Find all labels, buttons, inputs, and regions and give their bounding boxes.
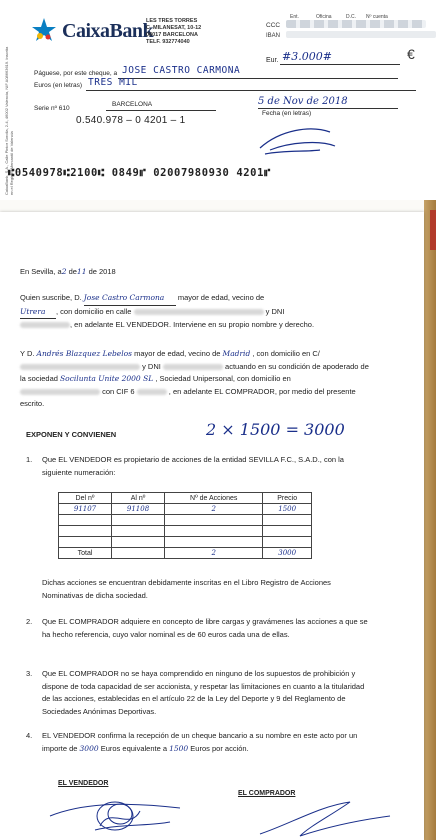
seller-dni-redacted <box>20 322 70 328</box>
exponen-heading: EXPONEN Y CONVIENEN <box>26 430 117 439</box>
col-del: Del nº <box>59 493 112 504</box>
words-line <box>86 90 416 91</box>
table-row <box>59 537 312 548</box>
item-1-number: 1. <box>26 455 33 464</box>
seller-paragraph: Quien suscribe, D. Jose Castro Carmona mayor de edad, vecino de Utrera , con domicilio en calle y DNI , en adelante EL VENDEDOR. Interviene en su propio nombre y derecho. <box>20 293 315 329</box>
account-header-dc: D.C. <box>346 14 356 20</box>
caixabank-star-icon <box>30 16 58 44</box>
account-number-redacted <box>286 20 426 28</box>
cheque-city: BARCELONA <box>112 101 153 108</box>
seller-city: Utrera <box>20 306 56 320</box>
cheque <box>0 0 436 200</box>
company-address-redacted <box>20 389 100 395</box>
iban-label: IBAN <box>266 33 281 39</box>
item-4-number: 4. <box>26 731 33 740</box>
amount-words: TRES MIL <box>88 77 138 88</box>
ccc-label: CCC <box>266 22 281 29</box>
col-al: Al nº <box>112 493 165 504</box>
cheque-legal-text: CaixaBank, S.A., Calle Pintor Sorolla, 2-4, 46002 Valencia, NIF A08663619. Inscrita en el Registro Mercantil de Valencia <box>4 46 14 195</box>
eur-amount: #3.000# <box>282 50 332 63</box>
item-1-text: Que EL VENDEDOR es propietario de acciones de la entidad SEVILLA F.C., S.A.D., con la siguiente numeración: <box>42 455 344 477</box>
words-label: Euros (en letras) <box>34 82 83 89</box>
micr-line: ⑆0540978⑆2100⑆ 0849⑈ 02007980930 4201⑈ <box>8 167 271 179</box>
cif-redacted <box>137 389 167 395</box>
shares-table <box>58 492 312 559</box>
item-4-text: EL VENDEDOR confirma la recepción de un cheque bancario a su nombre en este acto por un importe de 3000 Euros equivalente a 1500 Euros por acción. <box>42 731 358 753</box>
iban-redacted <box>286 31 436 38</box>
account-header-ent: Ent. <box>290 14 299 20</box>
item-3-text: Que EL COMPRADOR no se haya comprendido en ninguno de los supuestos de prohibición y dispone de toda capacidad de ser accionista, y respetar las limitaciones en cuanto a la titularidad de las acciones, establecidas en el artículo 22 de la Ley del Deporte y 9 del Reglamento de Sociedades Anónimas Deportivas. <box>42 669 365 716</box>
eur-line <box>280 64 400 65</box>
euro-sign: € <box>407 46 415 62</box>
item-3-number: 3. <box>26 669 33 678</box>
serie-label: Serie nº 610 <box>34 105 70 112</box>
table-row: 91107 91108 2 1500 <box>59 504 312 515</box>
buyer-paragraph: Y D. Andrés Blazquez Lebelos mayor de edad, vecino de Madrid , con domicilio en C/ y DNI actuando en su condición de apoderado de la sociedad Socilunta Unite 2000 SL , Sociedad Unipersonal, con domicilio en con CIF 6 , en adelante EL COMPRADOR, por medio del presente escrito. <box>20 349 369 408</box>
buyer-dni-redacted <box>163 364 223 370</box>
calculation-note: 2 × 1500 = 3000 <box>206 420 345 439</box>
pay-label: Páguese, por este cheque, a <box>34 70 118 77</box>
eur-label: Eur. <box>266 57 279 64</box>
company-name: Socilunta Unite 2000 SL <box>60 374 154 383</box>
seller-name: Jose Castro Carmona <box>84 292 176 306</box>
table-row <box>59 526 312 537</box>
col-precio: Precio <box>263 493 312 504</box>
date-label: Fecha (en letras) <box>262 110 312 117</box>
payee-name: JOSE CASTRO CARMONA <box>122 65 241 76</box>
table-header-row <box>59 493 312 504</box>
bank-address: LES TRES TORRES C. MILANESAT, 10-12 08017 BARCELONA TELF. 932774040 <box>146 18 202 45</box>
cheque-date: 5 de Nov de 2018 <box>258 96 348 107</box>
city-line <box>106 110 216 111</box>
bank-name: CaixaBank <box>62 20 154 42</box>
item-2-text: Que EL COMPRADOR adquiere en concepto de libre cargas y gravámenes las acciones a que se ha hecho referencia, cuyo valor nominal es de 60 euros cada una de ellas. <box>42 617 368 639</box>
item-2-number: 2. <box>26 617 33 626</box>
date-line <box>258 108 398 109</box>
cheque-signature-icon <box>250 120 340 160</box>
background-edge <box>424 200 436 840</box>
buyer-city: Madrid <box>222 349 251 358</box>
place-date: En Sevilla, a2 de11 de 2018 <box>20 267 116 276</box>
seller-address-redacted <box>134 309 264 315</box>
comprador-signature-icon <box>250 796 400 840</box>
serie-number: 0.540.978 – 0 4201 – 1 <box>76 115 186 126</box>
buyer-address-redacted <box>20 364 140 370</box>
contract-page <box>0 212 424 840</box>
vendedor-signature-icon <box>40 786 190 836</box>
table-row <box>59 515 312 526</box>
account-header-cuenta: Nº cuenta <box>366 14 388 20</box>
account-header-oficina: Oficina <box>316 14 332 20</box>
comprador-label: EL COMPRADOR <box>238 790 296 797</box>
col-acciones: Nº de Acciones <box>165 493 263 504</box>
background-red-mark <box>430 210 436 250</box>
table-total-row: Total 2 3000 <box>59 548 312 559</box>
buyer-name: Andrés Blazquez Lebelos <box>36 349 133 358</box>
payee-line <box>118 78 398 79</box>
item-1-note: Dichas acciones se encuentran debidamente inscritas en el Libro Registro de Acciones Nominativas de dicha sociedad. <box>42 578 331 600</box>
vendedor-label: EL VENDEDOR <box>58 780 109 787</box>
